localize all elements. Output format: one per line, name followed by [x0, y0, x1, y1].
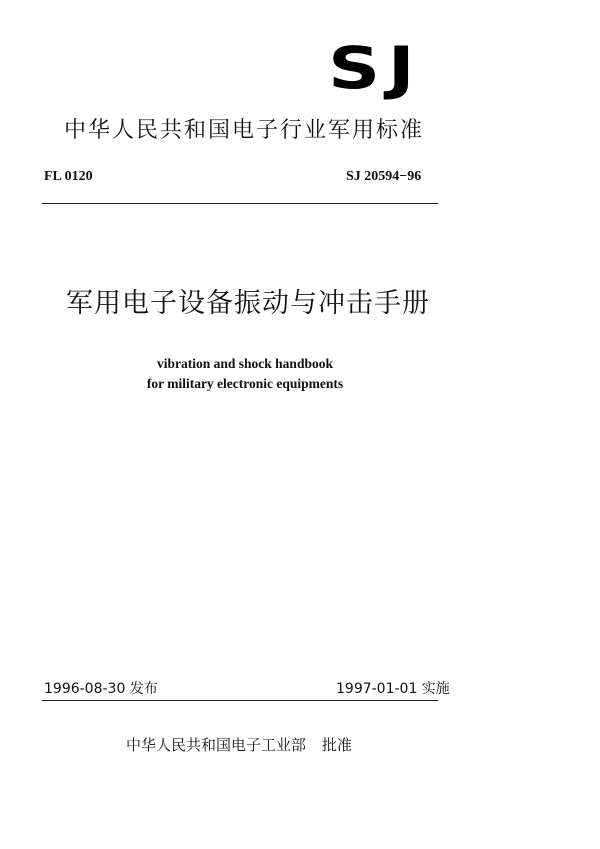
classification-code: FL 0120 [44, 169, 93, 184]
bottom-divider [42, 700, 438, 701]
top-divider [42, 203, 438, 204]
standard-number: SJ 20594−96 [346, 169, 422, 184]
approve-label: 批准 [322, 736, 353, 754]
issue-date: 1996-08-30 发布 [44, 681, 158, 697]
document-title-english-line-1: vibration and shock handbook [157, 356, 333, 371]
approving-authority: 中华人民共和国电子工业部 [126, 736, 307, 754]
approval-line [126, 734, 352, 756]
standard-organization: 中华人民共和国电子行业军用标准 [64, 118, 425, 143]
document-title-english-line-2: for military electronic equipments [146, 376, 344, 391]
document-title-chinese: 军用电子设备振动与冲击手册 [66, 288, 430, 319]
sj-logo: SJ [328, 34, 423, 102]
effective-date: 1997-01-01 实施 [336, 681, 450, 697]
